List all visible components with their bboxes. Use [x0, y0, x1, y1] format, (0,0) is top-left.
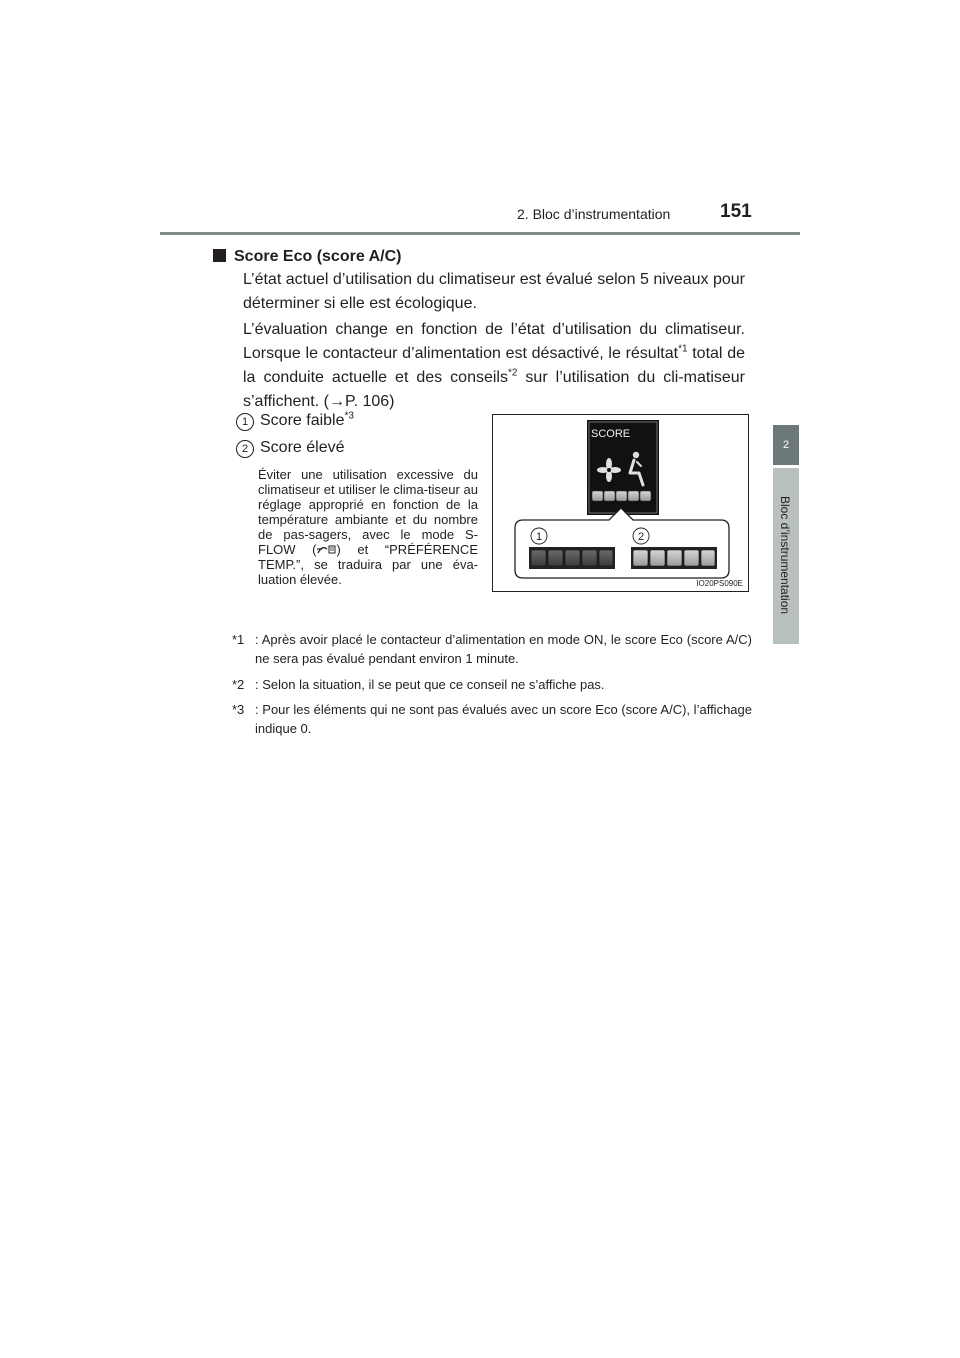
square-bullet-icon	[213, 249, 226, 262]
display-level-bar	[592, 491, 651, 501]
footnote-mark: *1	[232, 632, 245, 647]
chapter-tab-number: 2	[773, 425, 799, 465]
footnote-text: : Après avoir placé le contacteur d’alimentation en mode ON, le score Eco (score A/C) ne sera pas évalué pendant environ 1 minute.	[255, 632, 752, 666]
footnote-1	[232, 630, 752, 670]
arrow-icon: →	[328, 393, 345, 410]
low-score-level-bar	[529, 547, 615, 569]
callout-2-marker	[633, 528, 649, 544]
footnote-text: : Selon la situation, il se peut que ce conseil ne s’affiche pas.	[255, 677, 605, 692]
callout-1-text: 1	[535, 531, 543, 543]
footnote-ref: *1	[678, 343, 688, 355]
chapter-tab-label: Bloc d’instrumentation	[778, 495, 792, 615]
paragraph-text: sur l’utilisation du cli-matiseur s’affichent. (	[243, 369, 746, 410]
callout-2-text: 2	[637, 531, 645, 543]
item-high-score: Score élevé	[260, 439, 345, 456]
s-flow-icon	[316, 544, 336, 555]
page-number: 151	[720, 201, 752, 222]
footnote-mark: *3	[232, 702, 245, 717]
figure-code: IO20PS090E	[696, 579, 743, 588]
paragraph-intro: L’état actuel d’utilisation du climatiseur est évalué selon 5 niveaux pour déterminer si elle est écologique.	[243, 271, 745, 312]
note-text: ) et “PRÉFÉRENCE TEMP.”, se traduira par une éva-luation élevée.	[258, 542, 478, 587]
eco-score-illustration	[492, 414, 749, 592]
display-score-label: SCORE	[591, 428, 631, 440]
item-low-score	[260, 412, 354, 430]
eco-score-figure	[493, 415, 748, 591]
callout-1-marker	[531, 528, 547, 544]
paragraph-text: L’évaluation change en fonction de l’état d’utilisation du climatiseur. Lorsque le contacteur d’alimentation est désactivé, le résultat	[243, 321, 745, 362]
high-score-level-bar	[631, 547, 717, 569]
item-label: Score faible	[260, 412, 345, 429]
footnote-mark: *2	[232, 677, 245, 692]
note-text: Éviter une utilisation excessive du climatiseur et utiliser le clima-tiseur au réglage approprié en fonction de la température ambiante et du nombre de pas-sagers, avec le mode S-FLOW (	[258, 467, 478, 557]
header-rule	[160, 232, 800, 235]
footnote-3	[232, 700, 752, 740]
page-reference: P. 106)	[344, 393, 395, 410]
footnote-2	[232, 675, 752, 695]
running-header: 2. Bloc d’instrumentation	[517, 206, 671, 222]
callout-number-1: 1	[236, 413, 254, 431]
callout-number-2: 2	[236, 440, 254, 458]
footnote-ref: *2	[507, 367, 518, 379]
section-heading	[213, 248, 401, 266]
paragraph-evaluation	[243, 318, 745, 414]
paragraph-text: total de la conduite actuelle et des conseils	[243, 345, 745, 386]
footnote-ref: *3	[344, 410, 354, 422]
section-heading-text: Score Eco (score A/C)	[234, 248, 402, 265]
advice-note	[258, 467, 478, 587]
footnote-text: : Pour les éléments qui ne sont pas évalués avec un score Eco (score A/C), l’affichage indique 0.	[255, 702, 752, 736]
